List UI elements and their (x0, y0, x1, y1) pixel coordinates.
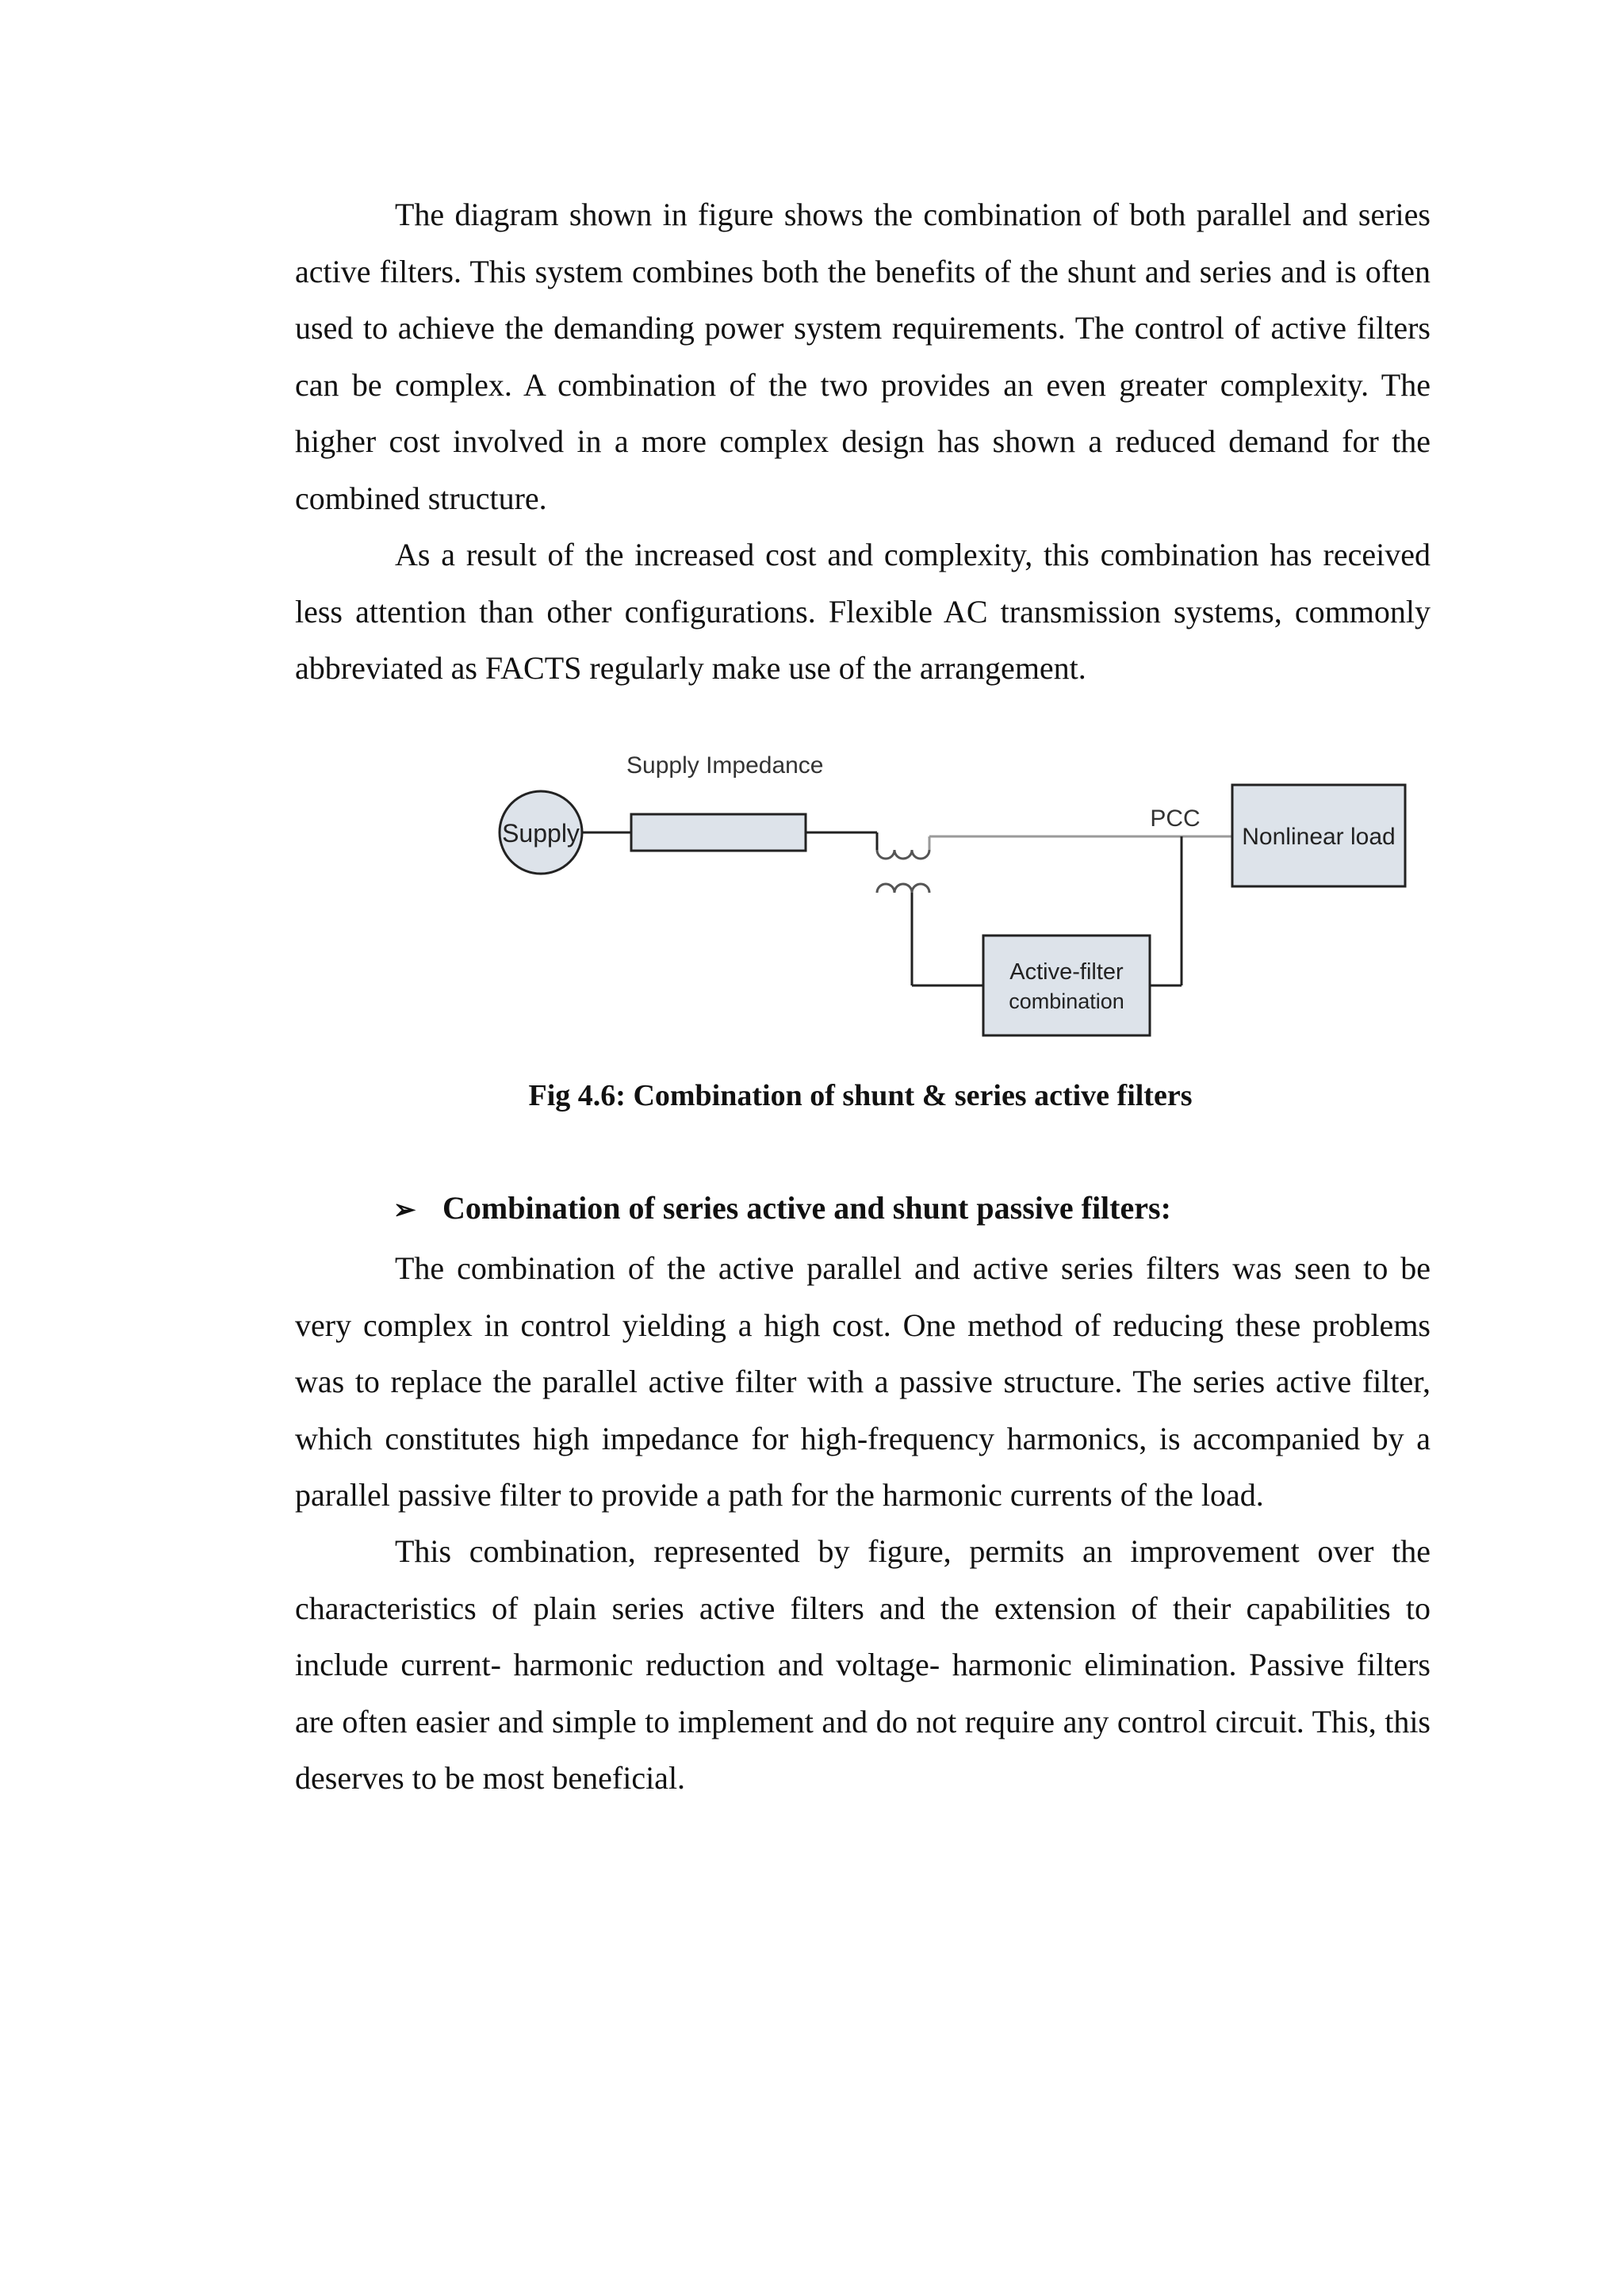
paragraph-combination-benefits: This combination, represented by figure, permits an improvement over the characteristics of plain series active filters and the extension of their capabilities to include current- harmonic reduction and voltage- harmonic elimination. Passive filters are often easier and simple to implement and do not require any control circuit. This, this deserves to be most beneficial. (295, 1533, 1431, 1796)
active-filter-box (983, 936, 1150, 1035)
active-filter-label-line2: combination (1009, 989, 1124, 1013)
pcc-label: PCC (1150, 806, 1201, 832)
figure-caption: Fig 4.6: Combination of shunt & series active filters (528, 1079, 1193, 1112)
paragraph-series-active-shunt-passive: The combination of the active parallel and active series filters was seen to be very complex in control yielding a high cost. One method of reducing these problems was to replace the parallel active filter with a passive structure. The series active filter, which constitutes high impedance for high-frequency harmonics, is accompanied by a parallel passive filter to provide a path for the harmonic currents of the load. (295, 1250, 1431, 1513)
arrow-bullet-icon: ➢ (393, 1196, 416, 1225)
supply-impedance-box (631, 814, 806, 851)
section-heading-text: Combination of series active and shunt passive filters: (442, 1190, 1171, 1226)
circuit-diagram (492, 737, 1411, 1039)
section-heading (393, 1189, 1171, 1226)
transformer-secondary-winding (877, 884, 929, 893)
nonlinear-load-label: Nonlinear load (1242, 824, 1396, 850)
active-filter-label-line1: Active-filter (1009, 959, 1124, 985)
supply-impedance-label: Supply Impedance (626, 752, 824, 779)
transformer-primary-winding (877, 850, 929, 859)
paragraph-combined-filters-intro: The diagram shown in figure shows the combination of both parallel and series active filters. This system combines both the benefits of the shunt and series and is often used to achieve the demanding power system requirements. The control of active filters can be complex. A combination of the two provides an even greater complexity. The higher cost involved in a more complex design has shown a reduced demand for the combined structure. (295, 197, 1431, 516)
paragraph-facts-usage: As a result of the increased cost and complexity, this combination has received less attention than other configurations. Flexible AC transmission systems, commonly abbreviated as FACTS regularly make use of the arrangement. (295, 537, 1431, 686)
supply-label: Supply (502, 819, 580, 848)
